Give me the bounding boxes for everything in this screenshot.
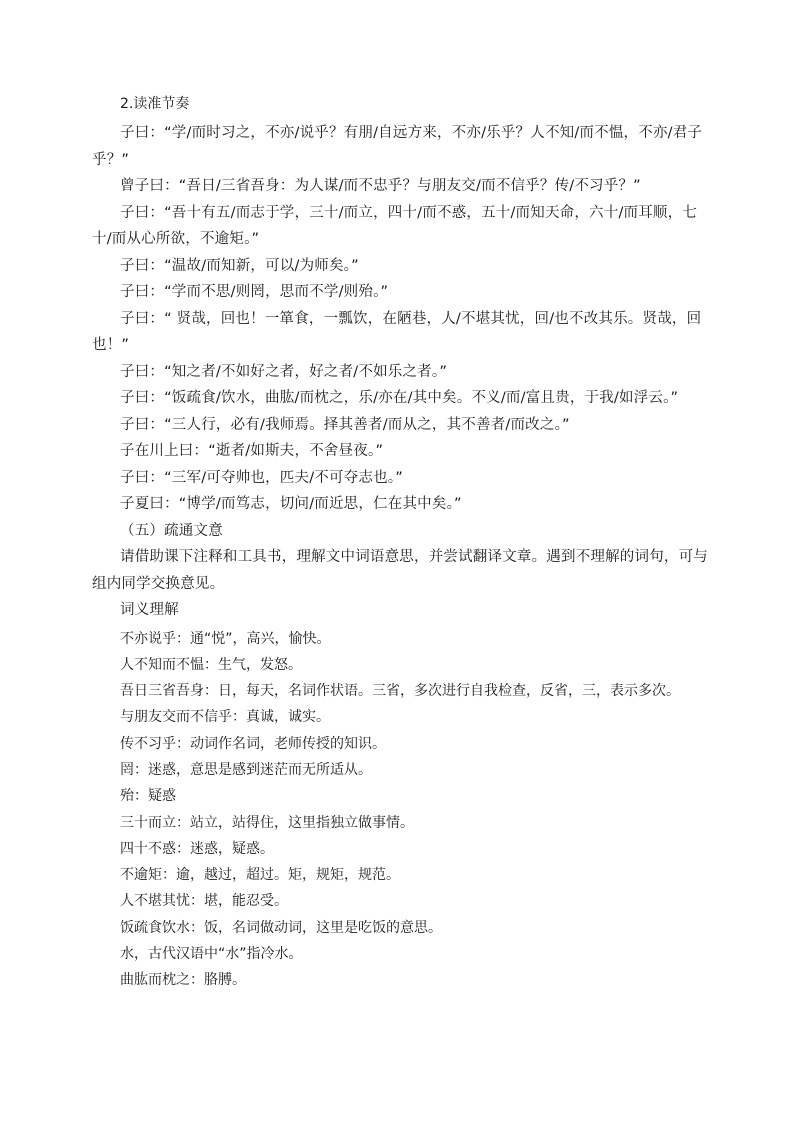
vocab-item: 人不知而不愠：生气，发怒。 bbox=[120, 656, 302, 673]
document-content bbox=[92, 94, 710, 994]
instruction-text: 请借助课下注释和工具书，理解文中词语意思，并尝试翻译文章。遇到不理解的词句，可与组内同学交换意见。 bbox=[92, 549, 708, 592]
passage-7: 子曰：“知之者/不如好之者，好之者/不如乐之者。” bbox=[120, 363, 448, 380]
passage-5: 子曰：“学而不思/则罔，思而不学/则殆。” bbox=[120, 284, 389, 300]
passage-9: 子曰：“三人行，必有/我师焉。择其善者/而从之，其不善者/而改之。” bbox=[120, 416, 570, 433]
passage-8: 子曰：“饭疏食/饮水，曲肱/而枕之，乐/亦在/其中矣。不义/而/富且贵，于我/如浮云。” bbox=[120, 390, 679, 406]
passage-4: 子曰：“温故/而知新，可以/为师矣。” bbox=[120, 257, 359, 274]
section-5-heading: （五）疏通文意 bbox=[120, 522, 223, 539]
passage-11: 子曰：“三军/可夺帅也，匹夫/不可夺志也。” bbox=[120, 469, 403, 486]
vocab-item: 曲肱而枕之：胳膊。 bbox=[120, 972, 246, 989]
vocab-item: 不逾矩：逾，越过，超过。矩，规矩，规范。 bbox=[120, 867, 400, 884]
section-heading: 2.读准节奏 bbox=[120, 96, 190, 112]
passage-1: 子曰：“学/而时习之，不亦/说乎？有朋/自远方来，不亦/乐乎？人不知/而不愠，不亦/君子乎？” bbox=[92, 125, 703, 168]
passage-2: 曾子曰：“吾日/三省吾身：为人谋/而不忠乎？与朋友交/而不信乎？传/不习乎？” bbox=[120, 178, 641, 194]
vocab-heading: 词义理解 bbox=[120, 602, 179, 618]
vocab-item: 水，古代汉语中“水”指冷水。 bbox=[120, 946, 303, 963]
vocab-item: 不亦说乎：通“悦”，高兴，愉快。 bbox=[120, 630, 331, 647]
vocab-item: 传不习乎：动词作名词，老师传授的知识。 bbox=[120, 735, 386, 752]
vocab-item: 殆：疑惑 bbox=[120, 788, 176, 805]
passage-6: 子曰：“ 贤哉，回也！一箪食，一瓢饮，在陋巷，人/不堪其忧，回/也不改其乐。贤哉，回也！” bbox=[92, 310, 702, 353]
vocab-item: 吾日三省吾身：日，每天，名词作状语。三省，多次进行自我检查，反省，三，表示多次。 bbox=[120, 683, 680, 700]
vocab-item: 饭疏食饮水：饭，名词做动词，这里是吃饭的意思。 bbox=[120, 919, 442, 936]
passage-10: 子在川上曰：“逝者/如斯夫，不舍昼夜。” bbox=[120, 443, 384, 459]
vocab-item: 罔：迷惑，意思是感到迷茫而无所适从。 bbox=[120, 761, 372, 778]
vocab-item: 四十不惑：迷惑，疑惑。 bbox=[120, 840, 274, 857]
vocab-item: 三十而立：站立，站得住，这里指独立做事情。 bbox=[120, 814, 414, 831]
vocab-item: 与朋友交而不信乎：真诚，诚实。 bbox=[120, 709, 330, 726]
passage-12: 子夏曰：“博学/而笃志，切问/而近思，仁在其中矣。” bbox=[120, 496, 462, 512]
passage-3: 子曰：“吾十有五/而志于学，三十/而立，四十/而不惑，五十/而知天命，六十/而耳顺，七十/而从心所欲，不逾矩。” bbox=[92, 204, 698, 247]
vocab-item: 人不堪其忧：堪，能忍受。 bbox=[120, 893, 288, 910]
